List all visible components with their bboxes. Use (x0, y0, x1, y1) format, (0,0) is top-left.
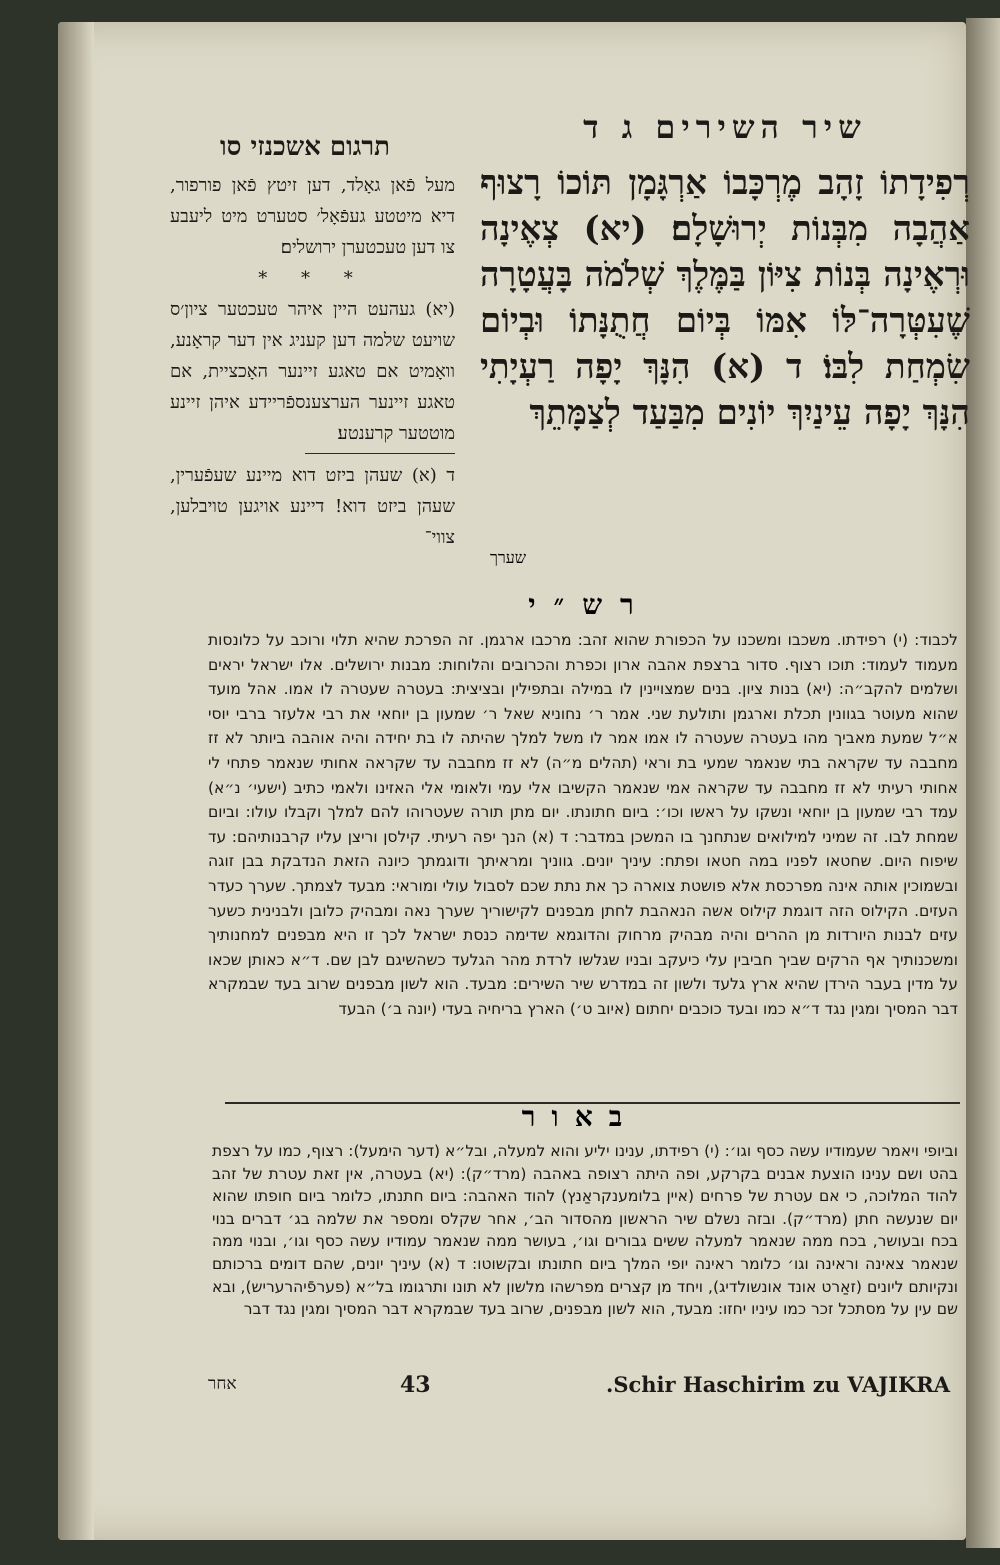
next-page-edge (966, 18, 1000, 1548)
rashi-commentary: לכבוד: (י) רפידתו. משכבו ומשכנו על הכפורת שהוא זהב: מרכבו ארגמן. זה הפרכת שהיא תלוי ורוכב על כלונסות מעמוד לעמוד: תוכו רצוף. סדור ברצפת אהבה ארון וכפרת והכרובים והלוחות: מבנות ירושלים. אלו ישראל יראים ושלמים להקב״ה: (יא) בנות ציון. בנים שמצויינין לו במילה ובתפילין ובציצית: בעטרה שעטרה לו אמו. אהל מועד שהוא מעוטר בגוונין תכלת וארגמן ותולעת שני. אמר ר׳ נחוניא שאל ר׳ שמעון בן יוחאי את רבי אלעזר ברבי יוסי א״ל שמעת מאביך מהו בעטרה שעטרה לו אמו אמר לו משל למלך שהיתה לו בת יחידה והיה אוהבה ביותר לא זז מחבבה עד שקראה בתי שנאמר שמעי בת וראי (תהלים מ״ה) לא זז מחבבה עד שקראה אחותי שנאמר פתחי לי אחותי רעיתי לא זז מחבבה עד שקראה אמי שנאמר הקשיבו אלי עמי ולאומי אלי האזינו ולאמי כתיב (ישעי׳ נ״א) עמד רבי שמעון בן יוחאי ונשקו על ראשו וכו׳: ביום חתונתו. יום מתן תורה שעטרוהו להם למלך וקבלו עולו: וביום שמחת לבו. זה שמיני למילואים שנתחנך בו המשכן במדבר: ד (א) הנך יפה רעיתי. קילסן וריצן עליו קרבנותיהם: עד שיפוח היום. שחטאו לפניו במה חטאו ופתח: עיניך יונים. גווניך ומראיתך ודוגמתך כיונה הזאת הנדבקת בבן זוגה ובשמוכין אותה אינה מפרכסת אלא פושטת צוארה כך את נתת שכם לסבול עולי ומוראי: מבעד לצמתך. שערך כעדר העזים. הקילוס הזה דוגמת קילוס אשה הנאהבת לחתן מבפנים לקישוריך שערך נאה ומבהיק כלובן ולבנינית כשער עזים לבנות היורדות מן ההרים והיה מבהיק מרחוק והדוגמא שדימה כנסת ישראל לכך זו היא מבפנים למחנותיך ומשכנותיך אף הרקים שביך חביבין עלי כיעקב ובניו שגלשו לרדת מהר הגלעד כשהשיגם לבן שם. ד״א כאותן שכאו על מדין בעבר הירדן שהיא ארץ גלעד ולשון זה במדרש שיר השירים: מבעד. הוא לשון מבפנים שרוב בעד שבמקרא דבר המסיך ומגין נגד ד״א כמו ובעד כוכבים יחתום (איוב ט׳) הארץ בריחיה בעדי (יונה ב׳) הבעד (208, 631, 958, 1018)
targum-paragraph-2: (יא) געהעט היין איהר טעכטער ציון׳ס שויעט שלמה דען קעניג אין דער קראָנע, וואָמיט אם טאגע זיינער האָכציית, אם טאגע זיינער הערצענספֿריידע איהן זיינע מוטטער קרענטע׃ (170, 299, 455, 444)
targum-paragraph-1: מעל פֿאן גאָלד, דען זיטץ פֿאן פורפור, דיא מיטטע געפֿאָל׳ סטערט מיט ליעבע צו דען טעכטערן ירושלים׃ (170, 175, 455, 258)
column-catchword: שערך (490, 548, 527, 567)
page-gutter (58, 22, 94, 1540)
page-footer (200, 1372, 970, 1412)
targum-paragraph-3: ד (א) שעהן ביזט דוא מיינע שעפֿערין, שעהן ביזט דוא! דיינע אויגען טויבלען, צווי־ (170, 465, 455, 548)
main-verse-text: רְפִידָתוֹ זָהָב מֶרְכָּבוֹ אַרְגָּמָן תּוֹכוֹ רָצוּף אַהֲבָה מִבְּנוֹת יְרוּשָׁלָם׃ (יא) צְאֶינָה וּרְאֶינָה בְּנוֹת צִיּוֹן בַּמֶּלֶךְ שְׁלֹמֹה בָּעֲטָרָה שֶׁעִטְּרָה־לּוֹ אִמּוֹ בְּיוֹם חֲתֻנָּתוֹ וּבְיוֹם שִׂמְחַת לִבּוֹ׃ ד (א) הִנָּךְ יָפָה רַעְיָתִי הִנָּךְ יָפָה עֵינַיִךְ יוֹנִים מִבַּעַד לְצַמָּתֵךְ (480, 163, 970, 433)
beur-heading: באור (521, 1100, 639, 1133)
page-number: 43 (400, 1372, 431, 1398)
footer-latin-title: Schir Haschirim zu VAJIKRA. (606, 1372, 950, 1397)
running-head-left: תרגום אשכנזי סו (220, 132, 390, 162)
running-head-right: שיר השירים ג ד (583, 108, 867, 146)
footer-catchword: אחר (208, 1374, 237, 1394)
targum-rule (305, 453, 455, 454)
rashi-heading: רש״י (528, 588, 652, 621)
beur-commentary: וביופי ויאמר שעמודיו עשה כסף וגו׳: (י) רפידתו, ענינו יליע והוא למעלה, ובל״א (דער הימעל): רצוף, כמו על רצפת בהט ושם ענינו הוצעת אבנים בקרקע, ופה היתה רצופה באהבה (מרד״ק): (יא) בעטרה, אין זאת עטרת של זהב להוד המלוכה, כי אם עטרת של פרחים (איין בלומענקראַנץ) להוד האהבה: ביום חתנתו, כלומר ביום חופתו שהוא יום שנעשה חתן (מרד״ק). ובזה נשלם שיר הראשון מהסדור הב׳, אחר שקלס ומספר את שלמה בג׳ דברים בנוי בכח ובעושר, בכח ממה שנאמר למעלה ששים גבורים וגו׳, בעושר ממה שנאמר עמודיו עשה כסף וגו׳, ובנוי ממה שנאמר צאינה וראינה וגו׳ כלומר ראינה יופי המלך ביום חתונתו ובקשוטו: ד (א) עיניך יונים, שהם דומים ברכותם ונקיותם ליונים (זאַרט אונד אונשולדיג), ויחד מן קצרים מפרשהו מלשון לא תונו ותרגומו בל״א (פערפֿיהרעריש), ובא שם עין על מסתכל זכר כמו עיניו יחזו: מבעד, הוא לשון מבפנים, שרוב בעד שבמקרא דבר המסיך ומגין נגד דבר (212, 1142, 958, 1319)
section-divider-stars: * * * (258, 268, 367, 289)
targum-column (170, 170, 455, 553)
